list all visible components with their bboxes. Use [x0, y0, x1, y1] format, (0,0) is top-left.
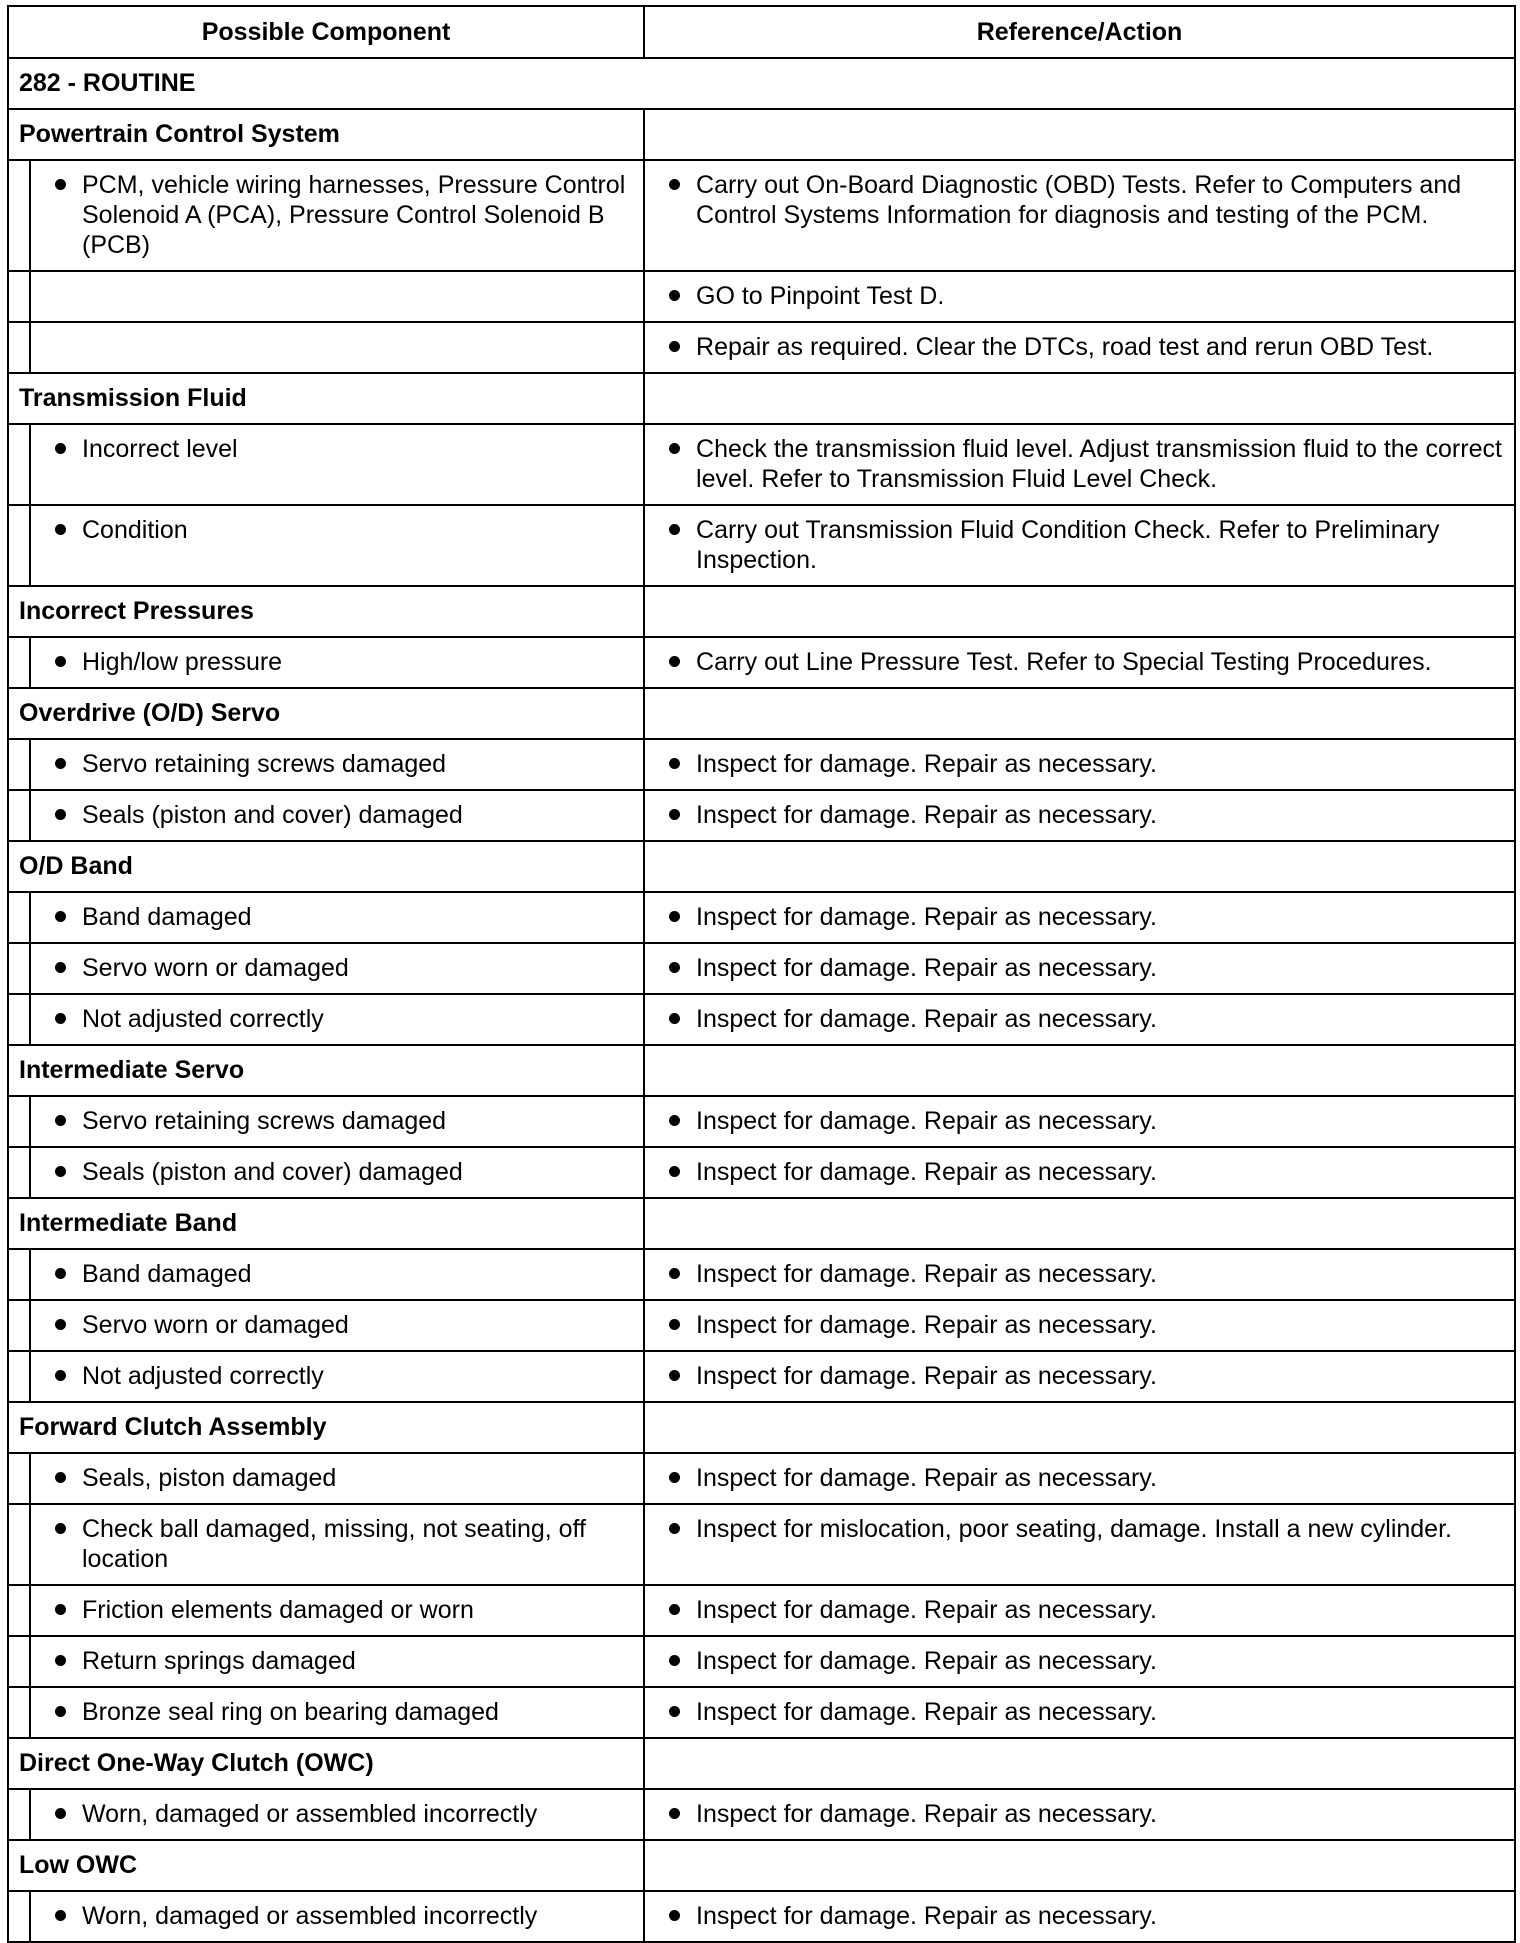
action-cell [644, 892, 1515, 943]
bullet-item [645, 1157, 1504, 1187]
component-cell [30, 637, 644, 688]
bullet-icon [55, 1268, 66, 1279]
indent-cell [8, 1636, 30, 1687]
bullet-icon [669, 758, 680, 769]
action-text: Inspect for damage. Repair as necessary. [696, 1260, 1157, 1288]
action-text: Repair as required. Clear the DTCs, road test and rerun OBD Test. [696, 333, 1434, 361]
diagnostic-table [7, 5, 1516, 1943]
section-row [8, 1840, 1515, 1891]
section-action-cell [644, 1402, 1515, 1453]
bullet-icon [55, 962, 66, 973]
component-cell [30, 1636, 644, 1687]
header-row [8, 6, 1515, 58]
indent-cell [8, 1585, 30, 1636]
bullet-item [645, 749, 1504, 779]
bullet-item [645, 1004, 1504, 1034]
bullet-item [645, 434, 1504, 494]
section-title: Forward Clutch Assembly [8, 1402, 644, 1453]
bullet-icon [669, 1808, 680, 1819]
action-cell [644, 322, 1515, 373]
bullet-item [31, 1514, 633, 1574]
bullet-icon [55, 1706, 66, 1717]
bullet-item [645, 1799, 1504, 1829]
bullet-item [31, 1463, 633, 1493]
section-title: Intermediate Band [8, 1198, 644, 1249]
bullet-item [645, 1697, 1504, 1727]
action-cell [644, 1300, 1515, 1351]
bullet-icon [55, 911, 66, 922]
action-cell [644, 1147, 1515, 1198]
table-row [8, 322, 1515, 373]
component-cell [30, 1147, 644, 1198]
action-text: Carry out Transmission Fluid Condition Check. Refer to Preliminary Inspection. [696, 516, 1440, 574]
action-cell [644, 1687, 1515, 1738]
component-text: Servo worn or damaged [82, 954, 349, 982]
component-cell [30, 739, 644, 790]
bullet-icon [55, 443, 66, 454]
bullet-icon [669, 443, 680, 454]
section-action-cell [644, 841, 1515, 892]
action-cell [644, 1096, 1515, 1147]
bullet-item [31, 953, 633, 983]
bullet-item [31, 647, 633, 677]
indent-cell [8, 892, 30, 943]
bullet-item [645, 1514, 1504, 1544]
bullet-icon [669, 911, 680, 922]
table-row [8, 1891, 1515, 1942]
table-row [8, 1585, 1515, 1636]
section-title: Overdrive (O/D) Servo [8, 688, 644, 739]
bullet-icon [669, 1268, 680, 1279]
bullet-icon [55, 1655, 66, 1666]
table-row [8, 1687, 1515, 1738]
bullet-icon [669, 1910, 680, 1921]
component-text: Check ball damaged, missing, not seating, off location [82, 1515, 586, 1573]
bullet-item [31, 1106, 633, 1136]
table-row [8, 943, 1515, 994]
indent-cell [8, 271, 30, 322]
indent-cell [8, 1351, 30, 1402]
section-row [8, 1198, 1515, 1249]
action-text: GO to Pinpoint Test D. [696, 282, 945, 310]
bullet-item [31, 434, 633, 464]
bullet-item [31, 1595, 633, 1625]
section-row [8, 841, 1515, 892]
section-title: Transmission Fluid [8, 373, 644, 424]
bullet-icon [55, 1115, 66, 1126]
bullet-item [31, 749, 633, 779]
bullet-item [31, 1004, 633, 1034]
section-title: Intermediate Servo [8, 1045, 644, 1096]
section-row [8, 1045, 1515, 1096]
component-text: Bronze seal ring on bearing damaged [82, 1698, 499, 1726]
component-text: Servo worn or damaged [82, 1311, 349, 1339]
bullet-icon [669, 1166, 680, 1177]
bullet-icon [55, 656, 66, 667]
action-cell [644, 1636, 1515, 1687]
action-cell [644, 505, 1515, 586]
component-cell [30, 1687, 644, 1738]
bullet-icon [669, 1655, 680, 1666]
action-text: Inspect for damage. Repair as necessary. [696, 1107, 1157, 1135]
indent-cell [8, 1249, 30, 1300]
section-row [8, 1402, 1515, 1453]
component-cell [30, 1585, 644, 1636]
component-text: Worn, damaged or assembled incorrectly [82, 1800, 538, 1828]
component-text: High/low pressure [82, 648, 283, 676]
section-action-cell [644, 373, 1515, 424]
action-text: Inspect for damage. Repair as necessary. [696, 801, 1157, 829]
bullet-item [31, 515, 633, 545]
component-cell [30, 1249, 644, 1300]
bullet-icon [669, 179, 680, 190]
table-row [8, 994, 1515, 1045]
action-cell [644, 994, 1515, 1045]
section-row [8, 688, 1515, 739]
indent-cell [8, 1300, 30, 1351]
section-action-cell [644, 109, 1515, 160]
component-cell [30, 424, 644, 505]
indent-cell [8, 322, 30, 373]
table-row [8, 1300, 1515, 1351]
section-action-cell [644, 1738, 1515, 1789]
action-cell [644, 943, 1515, 994]
bullet-item [645, 647, 1504, 677]
bullet-item [31, 902, 633, 932]
bullet-icon [669, 1706, 680, 1717]
bullet-icon [55, 758, 66, 769]
indent-cell [8, 739, 30, 790]
component-cell [30, 1300, 644, 1351]
section-title: Powertrain Control System [8, 109, 644, 160]
bullet-icon [55, 1808, 66, 1819]
action-text: Inspect for damage. Repair as necessary. [696, 1800, 1157, 1828]
bullet-icon [669, 290, 680, 301]
component-cell [30, 1504, 644, 1585]
action-text: Inspect for damage. Repair as necessary. [696, 954, 1157, 982]
component-cell [30, 1789, 644, 1840]
table-row [8, 271, 1515, 322]
bullet-item [645, 332, 1504, 362]
section-row [8, 1738, 1515, 1789]
component-cell [30, 322, 644, 373]
action-text: Inspect for damage. Repair as necessary. [696, 1005, 1157, 1033]
action-text: Check the transmission fluid level. Adjust transmission fluid to the correct level. Refer to Transmission Fluid Level Check. [696, 435, 1502, 493]
action-text: Inspect for damage. Repair as necessary. [696, 750, 1157, 778]
component-text: Not adjusted correctly [82, 1362, 324, 1390]
indent-cell [8, 160, 30, 271]
bullet-icon [55, 1319, 66, 1330]
header-reference-action: Reference/Action [644, 6, 1515, 58]
action-text: Inspect for damage. Repair as necessary. [696, 903, 1157, 931]
component-text: PCM, vehicle wiring harnesses, Pressure Control Solenoid A (PCA), Pressure Control Solenoid B (PCB) [82, 171, 626, 259]
action-cell [644, 1891, 1515, 1942]
bullet-icon [669, 1472, 680, 1483]
action-text: Carry out Line Pressure Test. Refer to Special Testing Procedures. [696, 648, 1432, 676]
component-text: Friction elements damaged or worn [82, 1596, 474, 1624]
indent-cell [8, 790, 30, 841]
component-cell [30, 1891, 644, 1942]
bullet-item [31, 1646, 633, 1676]
bullet-icon [55, 809, 66, 820]
bullet-icon [669, 1604, 680, 1615]
component-text: Servo retaining screws damaged [82, 1107, 447, 1135]
component-cell [30, 943, 644, 994]
indent-cell [8, 1453, 30, 1504]
component-cell [30, 994, 644, 1045]
component-text: Not adjusted correctly [82, 1005, 324, 1033]
indent-cell [8, 1687, 30, 1738]
indent-cell [8, 1789, 30, 1840]
component-cell [30, 160, 644, 271]
bullet-icon [669, 1115, 680, 1126]
bullet-item [645, 1361, 1504, 1391]
bullet-item [31, 1157, 633, 1187]
section-title: Low OWC [8, 1840, 644, 1891]
bullet-icon [55, 1604, 66, 1615]
bullet-item [31, 1259, 633, 1289]
section-title: O/D Band [8, 841, 644, 892]
bullet-icon [669, 1013, 680, 1024]
action-text: Inspect for damage. Repair as necessary. [696, 1362, 1157, 1390]
table-body [8, 58, 1515, 1942]
component-text: Seals, piston damaged [82, 1464, 337, 1492]
bullet-icon [55, 1523, 66, 1534]
bullet-icon [55, 179, 66, 190]
table-row [8, 1096, 1515, 1147]
action-text: Inspect for mislocation, poor seating, damage. Install a new cylinder. [696, 1515, 1452, 1543]
action-cell [644, 739, 1515, 790]
bullet-icon [669, 1370, 680, 1381]
indent-cell [8, 637, 30, 688]
section-row [8, 373, 1515, 424]
bullet-item [31, 1697, 633, 1727]
indent-cell [8, 1504, 30, 1585]
component-text: Incorrect level [82, 435, 238, 463]
bullet-item [645, 281, 1504, 311]
action-cell [644, 271, 1515, 322]
table-row [8, 1453, 1515, 1504]
component-cell [30, 892, 644, 943]
bullet-item [645, 1901, 1504, 1931]
component-text: Seals (piston and cover) damaged [82, 1158, 463, 1186]
bullet-item [645, 1463, 1504, 1493]
action-text: Inspect for damage. Repair as necessary. [696, 1158, 1157, 1186]
action-cell [644, 1351, 1515, 1402]
bullet-item [645, 170, 1504, 230]
table-row [8, 160, 1515, 271]
indent-cell [8, 1891, 30, 1942]
component-text: Band damaged [82, 1260, 252, 1288]
bullet-icon [55, 1166, 66, 1177]
action-cell [644, 790, 1515, 841]
action-text: Inspect for damage. Repair as necessary. [696, 1902, 1157, 1930]
action-cell [644, 1789, 1515, 1840]
action-text: Inspect for damage. Repair as necessary. [696, 1596, 1157, 1624]
bullet-item [31, 170, 633, 260]
bullet-item [645, 515, 1504, 575]
table-row [8, 790, 1515, 841]
component-cell [30, 1351, 644, 1402]
bullet-item [645, 800, 1504, 830]
indent-cell [8, 943, 30, 994]
header-possible-component: Possible Component [8, 6, 644, 58]
table-row [8, 1636, 1515, 1687]
section-title: Incorrect Pressures [8, 586, 644, 637]
bullet-item [31, 1799, 633, 1829]
section-row [8, 109, 1515, 160]
component-cell [30, 505, 644, 586]
bullet-item [31, 1310, 633, 1340]
bullet-item [31, 1361, 633, 1391]
action-text: Inspect for damage. Repair as necessary. [696, 1647, 1157, 1675]
section-row [8, 586, 1515, 637]
action-text: Carry out On-Board Diagnostic (OBD) Tests. Refer to Computers and Control Systems Information for diagnosis and testing of the PCM. [696, 171, 1462, 229]
bullet-icon [669, 656, 680, 667]
bullet-icon [669, 524, 680, 535]
table-row [8, 1249, 1515, 1300]
bullet-icon [669, 341, 680, 352]
component-text: Condition [82, 516, 188, 544]
table-row [8, 1147, 1515, 1198]
action-text: Inspect for damage. Repair as necessary. [696, 1464, 1157, 1492]
action-cell [644, 637, 1515, 688]
action-cell [644, 1504, 1515, 1585]
indent-cell [8, 424, 30, 505]
table-row [8, 637, 1515, 688]
action-cell [644, 1585, 1515, 1636]
indent-cell [8, 1147, 30, 1198]
component-text: Seals (piston and cover) damaged [82, 801, 463, 829]
indent-cell [8, 994, 30, 1045]
table-row [8, 505, 1515, 586]
bullet-icon [669, 1523, 680, 1534]
component-text: Return springs damaged [82, 1647, 356, 1675]
bullet-item [645, 902, 1504, 932]
action-text: Inspect for damage. Repair as necessary. [696, 1311, 1157, 1339]
component-text: Servo retaining screws damaged [82, 750, 447, 778]
action-cell [644, 424, 1515, 505]
bullet-item [645, 1106, 1504, 1136]
bullet-item [645, 1595, 1504, 1625]
bullet-item [645, 953, 1504, 983]
section-action-cell [644, 1045, 1515, 1096]
bullet-icon [55, 1472, 66, 1483]
component-text: Worn, damaged or assembled incorrectly [82, 1902, 538, 1930]
indent-cell [8, 505, 30, 586]
bullet-icon [55, 524, 66, 535]
section-action-cell [644, 1840, 1515, 1891]
action-text: Inspect for damage. Repair as necessary. [696, 1698, 1157, 1726]
action-cell [644, 1453, 1515, 1504]
bullet-icon [669, 1319, 680, 1330]
table-row [8, 424, 1515, 505]
component-cell [30, 1453, 644, 1504]
section-action-cell [644, 688, 1515, 739]
bullet-item [645, 1310, 1504, 1340]
section-action-cell [644, 1198, 1515, 1249]
component-text: Band damaged [82, 903, 252, 931]
bullet-icon [55, 1370, 66, 1381]
bullet-icon [55, 1013, 66, 1024]
routine-row [8, 58, 1515, 109]
component-cell [30, 790, 644, 841]
component-cell [30, 1096, 644, 1147]
section-action-cell [644, 586, 1515, 637]
table-row [8, 739, 1515, 790]
bullet-icon [669, 962, 680, 973]
component-cell [30, 271, 644, 322]
routine-label: 282 - ROUTINE [8, 58, 1515, 109]
table-row [8, 1351, 1515, 1402]
table-row [8, 892, 1515, 943]
table-row [8, 1789, 1515, 1840]
section-title: Direct One-Way Clutch (OWC) [8, 1738, 644, 1789]
bullet-item [645, 1646, 1504, 1676]
bullet-item [645, 1259, 1504, 1289]
bullet-icon [55, 1910, 66, 1921]
bullet-item [31, 800, 633, 830]
bullet-item [31, 1901, 633, 1931]
action-cell [644, 160, 1515, 271]
bullet-icon [669, 809, 680, 820]
action-cell [644, 1249, 1515, 1300]
indent-cell [8, 1096, 30, 1147]
table-row [8, 1504, 1515, 1585]
